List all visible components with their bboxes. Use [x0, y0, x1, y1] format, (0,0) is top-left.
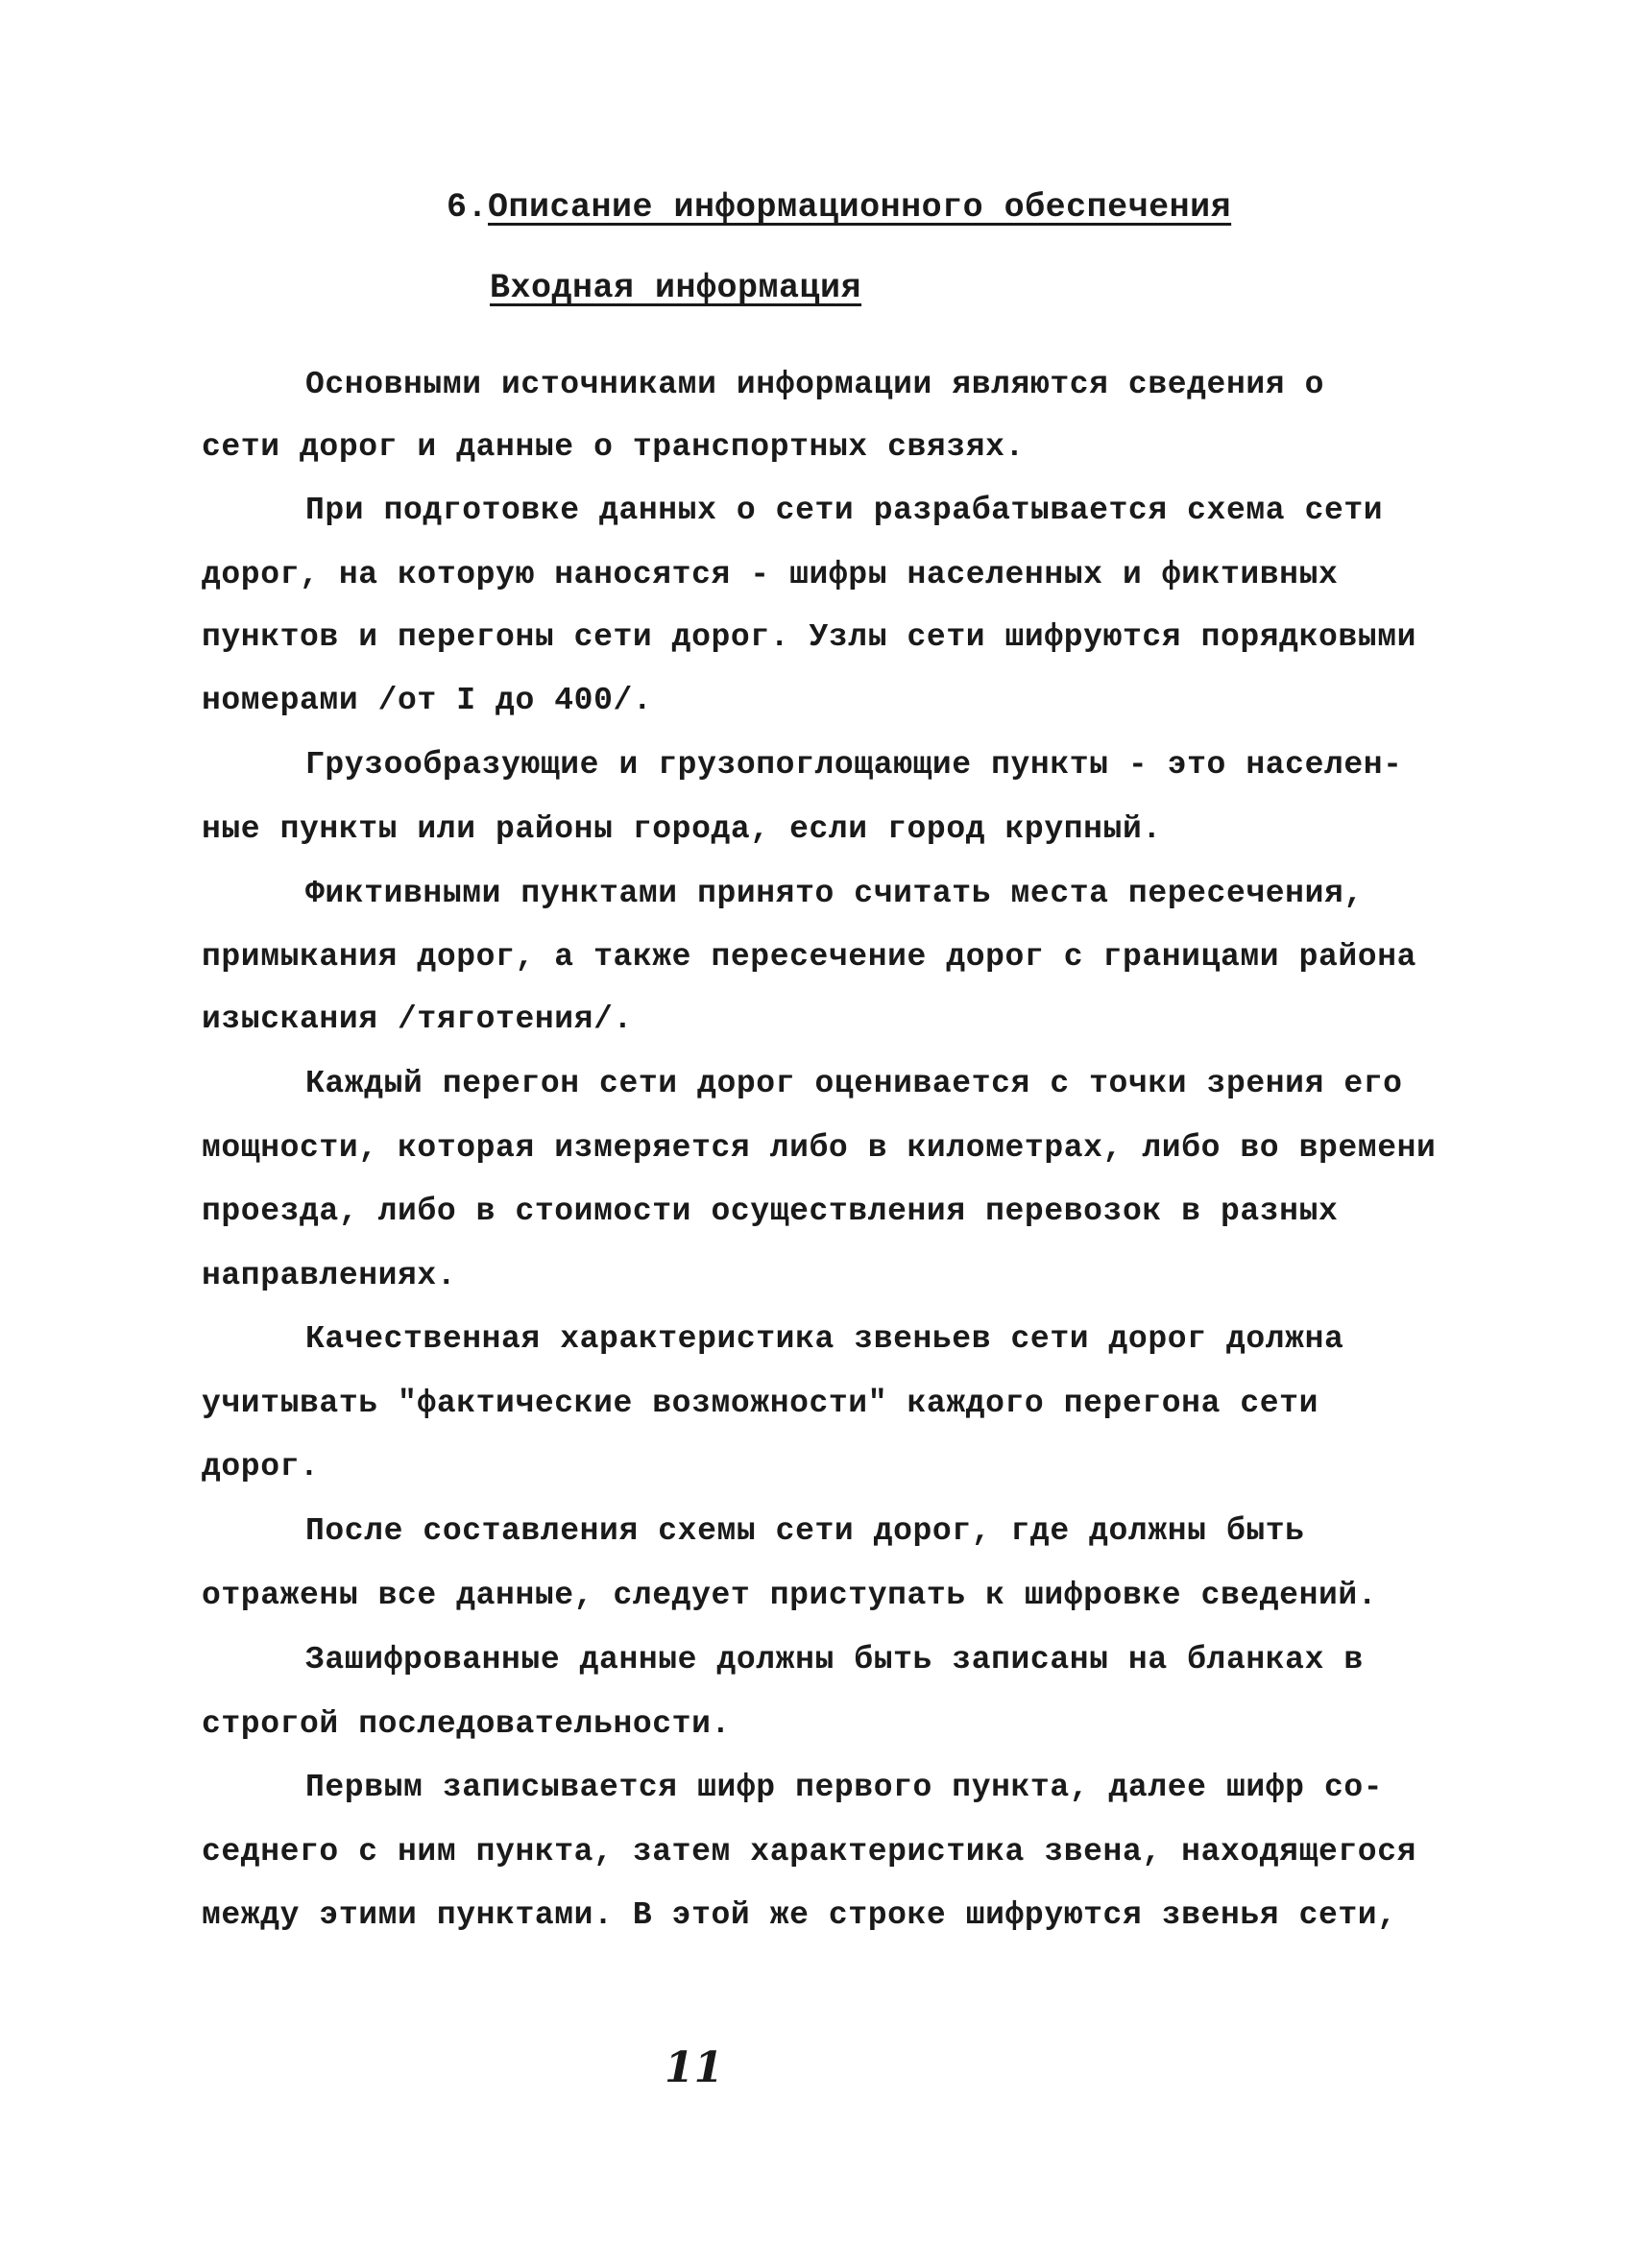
section-heading [447, 188, 1231, 227]
text-line: Грузообразующие и грузопоглощающие пункты - это населен- [305, 747, 1403, 783]
text-line: Первым записывается шифр первого пункта, далее шифр со- [305, 1770, 1384, 1805]
subsection-heading [490, 269, 861, 307]
text-line: мощности, которая измеряется либо в километрах, либо во времени [202, 1130, 1437, 1166]
text-line: дорог, на которую наносятся - шифры населенных и фиктивных [202, 557, 1339, 592]
text-line: Фиктивными пунктами принято считать места пересечения, [305, 876, 1364, 911]
text-line: проезда, либо в стоимости осуществления перевозок в разных [202, 1194, 1339, 1229]
text-line: ные пункты или районы города, если город крупный. [202, 811, 1162, 847]
text-line: отражены все данные, следует приступать к шифровке сведений. [202, 1578, 1378, 1613]
text-line: учитывать "фактические возможности" каждого перегона сети [202, 1386, 1318, 1421]
text-line: седнего с ним пункта, затем характеристика звена, находящегося [202, 1834, 1416, 1870]
text-line: изыскания /тяготения/. [202, 1001, 633, 1037]
text-line: дорог. [202, 1449, 320, 1484]
text-line: После составления схемы сети дорог, где должны быть [305, 1513, 1305, 1549]
text-line: направлениях. [202, 1258, 457, 1293]
subsection-title: Входная информация [490, 269, 862, 307]
section-number: 6. [447, 188, 489, 227]
text-line: номерами /от I до 400/. [202, 683, 653, 718]
text-line: пунктов и перегоны сети дорог. Узлы сети шифруются порядковыми [202, 619, 1416, 655]
text-line: Основными источниками информации являются сведения о [305, 367, 1324, 402]
text-line: Качественная характеристика звеньев сети дорог должна [305, 1321, 1344, 1357]
page-number: 11 [665, 2043, 724, 2092]
text-line: сети дорог и данные о транспортных связях. [202, 429, 1025, 465]
text-line: При подготовке данных о сети разрабатывается схема сети [305, 493, 1384, 528]
text-line: между этими пунктами. В этой же строке шифруются звенья сети, [202, 1897, 1397, 1933]
text-line: строгой последовательности. [202, 1706, 731, 1742]
text-line: Каждый перегон сети дорог оценивается с точки зрения его [305, 1066, 1403, 1101]
section-title: Описание информационного обеспечения [488, 188, 1232, 227]
text-line: Зашифрованные данные должны быть записаны на бланках в [305, 1642, 1364, 1677]
text-line: примыкания дорог, а также пересечение дорог с границами района [202, 939, 1416, 975]
